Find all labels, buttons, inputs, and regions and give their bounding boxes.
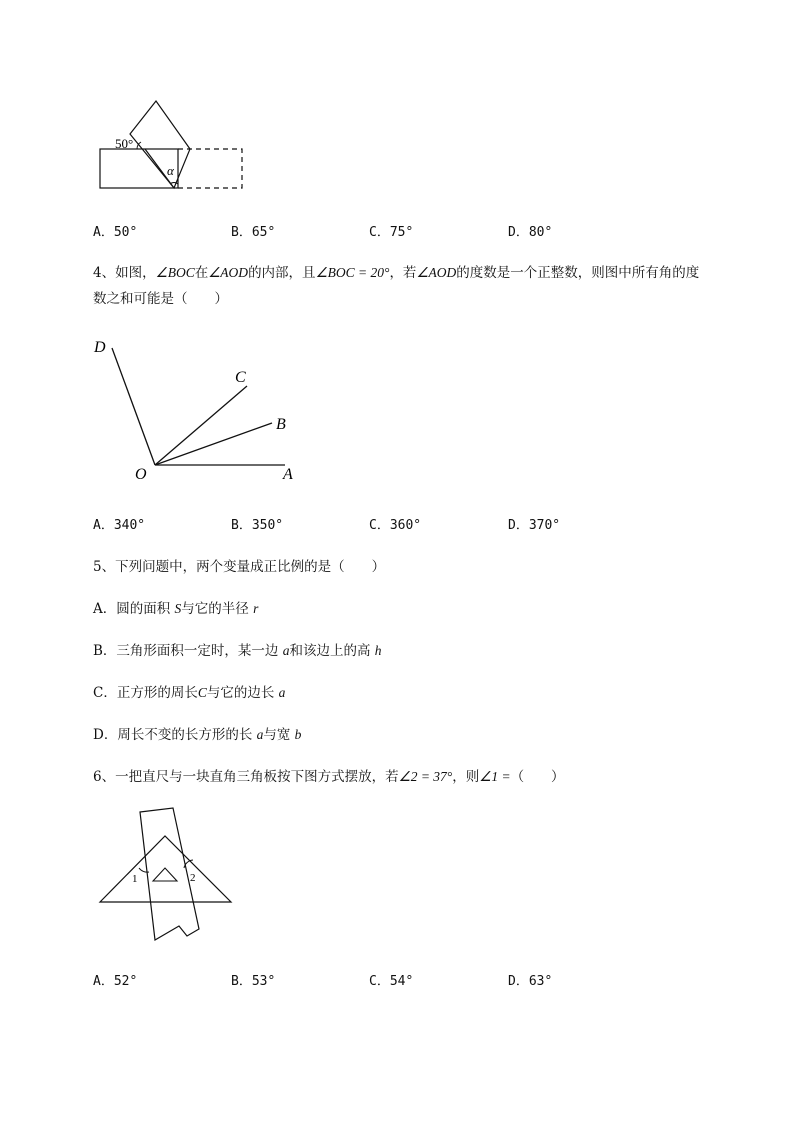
alpha-label: α (167, 163, 174, 178)
q5-option-d[interactable]: D．周长不变的长方形的长 a与宽 b (93, 727, 302, 743)
q4-option-a[interactable]: A．340° (93, 518, 146, 533)
label-o: O (135, 466, 147, 483)
ray-oc (155, 386, 247, 465)
inner-triangle-hole (153, 868, 177, 881)
q5-option-b[interactable]: B．三角形面积一定时，某一边 a和该边上的高 h (93, 643, 382, 659)
angle-50-label: 50° (115, 136, 134, 151)
q4-option-d[interactable]: D．370° (508, 518, 561, 533)
q4-stem-line1: 4、如图，∠BOC在∠AOD的内部，且∠BOC = 20°，若∠AOD的度数是一个正整数，则图中所有角的度 (93, 265, 700, 281)
q5-option-c[interactable]: C．正方形的周长C与它的边长 a (93, 685, 286, 701)
q4-stem-line2: 数之和可能是（ ） (93, 291, 228, 307)
q3-figure (90, 96, 250, 196)
tilted-strip (130, 101, 190, 188)
q6-option-a[interactable]: A．52° (93, 974, 138, 989)
label-a: A (283, 466, 293, 483)
angle-2-label: 2 (190, 872, 196, 884)
q3-option-c[interactable]: C．75° (369, 225, 414, 240)
q3-option-d[interactable]: D．80° (508, 225, 553, 240)
q5-option-a[interactable]: A．圆的面积 S与它的半径 r (93, 601, 259, 617)
q5-stem: 5、下列问题中，两个变量成正比例的是（ ） (93, 559, 386, 575)
q4-option-c[interactable]: C．360° (369, 518, 422, 533)
ray-od (112, 348, 155, 465)
q6-option-b[interactable]: B．53° (231, 974, 276, 989)
ray-ob (155, 423, 272, 465)
q4-option-b[interactable]: B．350° (231, 518, 284, 533)
q3-option-b[interactable]: B．65° (231, 225, 276, 240)
label-b: B (276, 416, 286, 433)
q6-stem: 6、一把直尺与一块直角三角板按下图方式摆放，若∠2 = 37°，则∠1 =（ ） (93, 769, 565, 785)
label-d: D (94, 339, 106, 356)
q6-figure (95, 806, 245, 946)
angle-1-label: 1 (132, 873, 138, 885)
label-c: C (235, 369, 246, 386)
q6-option-c[interactable]: C．54° (369, 974, 414, 989)
q3-option-a[interactable]: A．50° (93, 225, 138, 240)
q4-figure (92, 336, 312, 486)
q6-option-d[interactable]: D．63° (508, 974, 553, 989)
